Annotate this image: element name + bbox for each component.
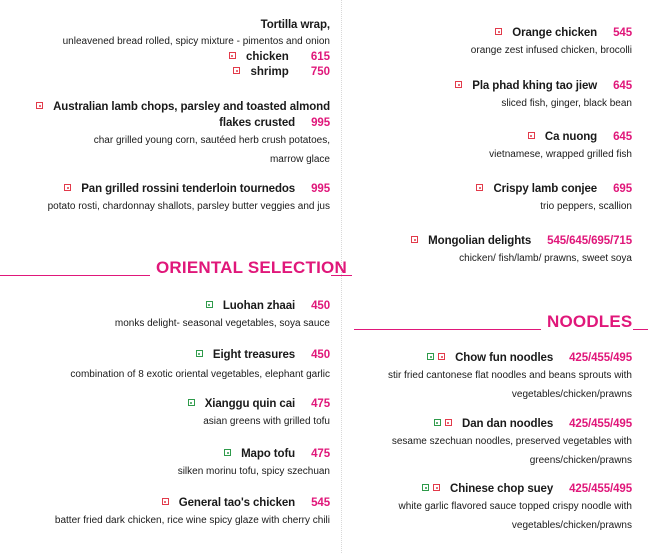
menu-item-eight-treasures xyxy=(0,347,330,384)
menu-item-dan-dan-noodles xyxy=(342,416,632,470)
item-description: combination of 8 exotic oriental vegetables, elephant garlic xyxy=(70,369,330,380)
item-description: silken morinu tofu, spicy szechuan xyxy=(177,466,330,477)
section-title: NOODLES xyxy=(547,312,633,331)
item-description: char grilled young corn, sautéed herb crush potatoes, xyxy=(93,135,330,146)
veg-icon xyxy=(188,399,195,406)
item-title: Orange chicken xyxy=(512,27,598,39)
item-title: Ca nuong xyxy=(544,131,598,143)
item-price: 645 xyxy=(613,80,632,92)
item-price: 545 xyxy=(613,27,632,39)
veg-icon xyxy=(427,353,434,360)
non-veg-icon xyxy=(433,484,440,491)
non-veg-icon xyxy=(411,236,418,243)
item-description: trio peppers, scallion xyxy=(540,201,632,212)
item-description-cont: vegetables/chicken/prawns xyxy=(511,520,632,531)
item-price: 425/455/495 xyxy=(569,483,632,495)
option-name: chicken xyxy=(245,51,289,63)
item-description-cont: marrow glace xyxy=(269,154,330,165)
item-price: 645 xyxy=(613,131,632,143)
menu-item-orange-chicken xyxy=(342,25,632,60)
item-title-cont: flakes crusted xyxy=(219,117,296,129)
item-description: asian greens with grilled tofu xyxy=(203,416,330,427)
non-veg-icon xyxy=(64,184,71,191)
item-title: Pan grilled rossini tenderloin tournedos xyxy=(81,183,296,195)
item-price: 475 xyxy=(311,448,330,460)
item-price: 995 xyxy=(311,117,330,129)
item-description: chicken/ fish/lamb/ prawns, sweet soya xyxy=(459,253,632,264)
veg-icon xyxy=(196,350,203,357)
item-price: 545 xyxy=(311,497,330,509)
item-description: sliced fish, ginger, black bean xyxy=(501,98,632,109)
item-title: General tao's chicken xyxy=(178,497,296,509)
section-heading-noodles xyxy=(354,310,650,332)
menu-item-xianggu-quin-cai xyxy=(0,396,330,431)
veg-icon xyxy=(434,419,441,426)
item-price: 450 xyxy=(311,349,330,361)
option-chicken xyxy=(0,50,330,65)
option-name: shrimp xyxy=(250,66,289,78)
item-price: 545/645/695/715 xyxy=(547,235,632,247)
item-description-cont: greens/chicken/prawns xyxy=(529,455,632,466)
option-shrimp xyxy=(0,65,330,80)
menu-item-mongolian-delights xyxy=(342,233,632,268)
item-title: Chinese chop suey xyxy=(450,483,554,495)
non-veg-icon xyxy=(162,498,169,505)
item-title: Mapo tofu xyxy=(241,448,296,460)
menu-item-lamb-chops xyxy=(0,99,330,169)
menu-item-chinese-chop-suey xyxy=(342,481,632,535)
item-title: Dan dan noodles xyxy=(461,418,554,430)
non-veg-icon xyxy=(438,353,445,360)
item-description: sesame szechuan noodles, preserved vegetables with xyxy=(391,436,632,447)
item-description-cont: vegetables/chicken/prawns xyxy=(511,389,632,400)
veg-icon xyxy=(206,301,213,308)
item-description: stir fried cantonese flat noodles and beans sprouts with xyxy=(387,370,632,381)
item-title: Xianggu quin cai xyxy=(204,398,296,410)
option-price: 615 xyxy=(310,51,330,63)
item-description: batter fried dark chicken, rice wine spicy glaze with cherry chili xyxy=(54,515,330,526)
non-veg-icon xyxy=(476,184,483,191)
non-veg-icon xyxy=(445,419,452,426)
item-title: Mongolian delights xyxy=(428,235,532,247)
item-title: Chow fun noodles xyxy=(455,352,554,364)
item-title: Tortilla wrap, xyxy=(260,19,330,31)
item-title: Crispy lamb conjee xyxy=(493,183,598,195)
item-title: Pla phad khing tao jiew xyxy=(472,80,598,92)
item-price: 995 xyxy=(311,183,330,195)
menu-item-general-taos-chicken xyxy=(0,495,330,530)
menu-item-chow-fun-noodles xyxy=(342,350,632,404)
menu-item-tortilla-wrap xyxy=(0,17,330,80)
menu-item-luohan-zhaai xyxy=(0,298,330,333)
non-veg-icon xyxy=(233,67,240,74)
item-description: white garlic flavored sauce topped crispy noodle with xyxy=(398,501,632,512)
non-veg-icon xyxy=(528,132,535,139)
menu-item-ca-nuong xyxy=(342,129,632,164)
non-veg-icon xyxy=(495,28,502,35)
non-veg-icon xyxy=(229,52,236,59)
item-description: orange zest infused chicken, brocolli xyxy=(470,45,632,56)
item-price: 475 xyxy=(311,398,330,410)
menu-item-pla-phad-khing xyxy=(342,78,632,113)
non-veg-icon xyxy=(455,81,462,88)
item-title: Australian lamb chops, parsley and toasted almond xyxy=(53,101,330,113)
item-description: vietnamese, wrapped grilled fish xyxy=(489,149,632,160)
veg-icon xyxy=(224,449,231,456)
item-price: 695 xyxy=(613,183,632,195)
menu-item-tournedos xyxy=(0,181,330,216)
item-description: potato rosti, chardonnay shallots, parsley butter veggies and jus xyxy=(47,201,330,212)
item-title: Eight treasures xyxy=(212,349,296,361)
menu-item-mapo-tofu xyxy=(0,446,330,481)
item-description: unleavened bread rolled, spicy mixture - pimentos and onion xyxy=(62,36,330,47)
section-heading-oriental xyxy=(0,256,352,278)
veg-icon xyxy=(422,484,429,491)
item-price: 425/455/495 xyxy=(569,352,632,364)
item-price: 450 xyxy=(311,300,330,312)
menu-item-crispy-lamb-conjee xyxy=(342,181,632,216)
section-title: ORIENTAL SELECTION xyxy=(156,258,347,277)
item-description: monks delight- seasonal vegetables, soya sauce xyxy=(114,318,330,329)
item-title: Luohan zhaai xyxy=(222,300,296,312)
option-price: 750 xyxy=(310,66,330,78)
non-veg-icon xyxy=(36,102,43,109)
item-price: 425/455/495 xyxy=(569,418,632,430)
right-column xyxy=(348,0,650,553)
